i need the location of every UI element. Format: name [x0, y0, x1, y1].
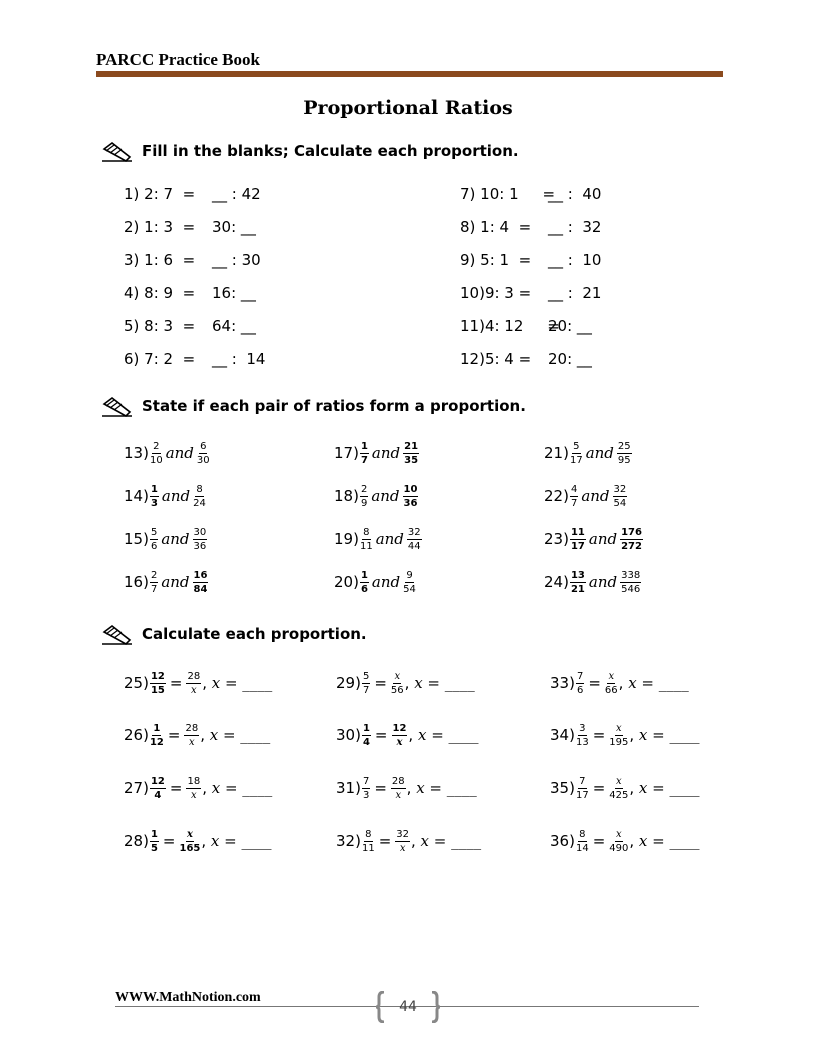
problem-label: 12)5: 4 =: [460, 350, 532, 368]
comma: ,: [404, 674, 415, 692]
numerator: 28: [187, 670, 201, 682]
problem-label: 17): [334, 444, 359, 462]
ratio-pair-problem: [544, 567, 642, 597]
and-connector: and: [588, 530, 618, 548]
numerator: 8: [196, 483, 203, 495]
fraction: [193, 527, 208, 552]
problem-label: 29): [336, 674, 361, 692]
problem-label: 9) 5: 1 =: [460, 251, 532, 269]
fill-blank-problem: [460, 245, 601, 275]
equals-sign: =: [592, 726, 606, 744]
denominator: 425: [609, 789, 629, 801]
denominator: 17: [575, 789, 589, 801]
problem-answer: __ : 40: [548, 185, 602, 203]
problem-answer: 16: __: [212, 284, 256, 302]
answer-blank: x = ____: [638, 832, 700, 850]
denominator: 7: [360, 454, 368, 466]
comma: ,: [629, 779, 639, 797]
comma: ,: [406, 779, 417, 797]
problem-label: 8) 1: 4 =: [460, 218, 532, 236]
equals-sign: =: [374, 779, 387, 797]
fraction: [197, 441, 210, 466]
problem-answer: __ : 10: [548, 251, 602, 269]
problem-answer: __ : 32: [548, 218, 602, 236]
fraction: [620, 527, 643, 552]
pencil-icon: [100, 139, 134, 163]
fraction: [407, 527, 422, 552]
fraction: [360, 527, 373, 552]
equals-sign: =: [588, 674, 601, 692]
numerator: 16: [193, 569, 208, 581]
comma: ,: [408, 726, 418, 744]
ratio-pair-problem: [124, 567, 209, 597]
denominator: 4: [154, 789, 162, 801]
answer-blank: x = ____: [414, 674, 475, 692]
fraction: [362, 671, 370, 696]
denominator: x: [191, 684, 197, 696]
numerator: x: [615, 722, 622, 734]
proportion-problem: [550, 720, 699, 750]
book-title: PARCC Practice Book: [96, 50, 260, 69]
fraction: [150, 441, 163, 466]
problem-answer: __ : 21: [548, 284, 602, 302]
fraction: [570, 484, 578, 509]
fraction: [360, 570, 369, 595]
denominator: 490: [609, 842, 629, 854]
fraction: [605, 671, 618, 696]
ratio-pair-problem: [334, 567, 417, 597]
fraction: [570, 570, 586, 595]
numerator: 12: [392, 722, 407, 734]
denominator: 546: [621, 583, 641, 595]
problem-label: 22): [544, 487, 569, 505]
ratio-pair-problem: [124, 524, 208, 554]
problem-label: 2) 1: 3 =: [124, 218, 196, 236]
and-connector: and: [371, 487, 400, 505]
denominator: 17: [569, 454, 583, 466]
problem-label: 5) 8: 3 =: [124, 317, 196, 335]
comma: ,: [618, 674, 629, 692]
fraction: [392, 723, 408, 748]
and-connector: and: [585, 444, 614, 462]
proportion-problem: [550, 668, 689, 698]
problem-answer: __ : 42: [212, 185, 261, 203]
fraction: [576, 671, 584, 696]
fraction: [613, 484, 628, 509]
numerator: 1: [362, 722, 370, 734]
problem-answer: __ : 14: [212, 350, 266, 368]
answer-blank: x = ____: [628, 674, 689, 692]
numerator: 10: [403, 483, 418, 495]
fraction: [391, 671, 404, 696]
equals-sign: =: [374, 674, 387, 692]
denominator: 6: [150, 540, 158, 552]
answer-blank: x = ____: [420, 832, 482, 850]
numerator: 1: [360, 440, 368, 452]
fraction: [620, 570, 641, 595]
problem-label: 16): [124, 573, 149, 591]
equals-sign: =: [167, 726, 181, 744]
problem-label: 18): [334, 487, 359, 505]
problem-label: 28): [124, 832, 149, 850]
denominator: 15: [150, 684, 165, 696]
fill-blank-problem: [124, 179, 261, 209]
fill-blank-problem: [124, 344, 265, 374]
problem-answer: 64: __: [212, 317, 256, 335]
problem-label: 35): [550, 779, 575, 797]
denominator: 35: [404, 454, 419, 466]
denominator: 7: [362, 684, 370, 696]
problem-label: 19): [334, 530, 359, 548]
numerator: x: [615, 828, 622, 840]
fill-blank-problem: [124, 311, 256, 341]
answer-blank: x = ____: [210, 832, 272, 850]
proportion-problem: [336, 668, 475, 698]
fraction: [570, 527, 586, 552]
answer-blank: x = ____: [211, 674, 273, 692]
fraction: [150, 723, 164, 748]
fraction: [609, 829, 628, 854]
problem-label: 11)4: 12 =: [460, 317, 560, 335]
fraction: [609, 776, 628, 801]
problem-label: 3) 1: 6 =: [124, 251, 196, 269]
denominator: x: [191, 789, 197, 801]
denominator: 5: [150, 842, 158, 854]
numerator: 32: [613, 483, 627, 495]
problem-label: 23): [544, 530, 569, 548]
denominator: 6: [576, 684, 584, 696]
problem-answer: 30: __: [212, 218, 256, 236]
numerator: 3: [579, 722, 586, 734]
fill-blank-problem: [460, 344, 592, 374]
equals-sign: =: [592, 832, 606, 850]
numerator: 6: [200, 440, 207, 452]
ratio-pair-problem: [544, 481, 628, 511]
and-connector: and: [371, 444, 401, 462]
problem-label: 15): [124, 530, 149, 548]
problem-label: 30): [336, 726, 361, 744]
problem-label: 25): [124, 674, 149, 692]
numerator: 32: [396, 828, 409, 840]
denominator: 14: [575, 842, 589, 854]
problem-label: 10)9: 3 =: [460, 284, 532, 302]
denominator: 195: [609, 736, 629, 748]
section-1-heading: [100, 136, 519, 166]
fraction: [403, 484, 419, 509]
numerator: 12: [150, 670, 165, 682]
problem-label: 7) 10: 1 =: [460, 185, 556, 203]
and-connector: and: [161, 530, 190, 548]
ratio-pair-problem: [124, 438, 211, 468]
denominator: 24: [193, 497, 206, 509]
numerator: 25: [617, 440, 631, 452]
and-connector: and: [375, 530, 404, 548]
section-title: State if each pair of ratios form a proportion.: [142, 397, 526, 415]
fill-blank-problem: [124, 212, 256, 242]
problem-label: 27): [124, 779, 149, 797]
problem-answer: 20: __: [548, 317, 592, 335]
numerator: 32: [407, 526, 421, 538]
numerator: 176: [621, 526, 642, 538]
denominator: x: [396, 736, 403, 748]
fill-blank-problem: [460, 311, 592, 341]
fraction: [403, 441, 419, 466]
equals-sign: =: [592, 779, 606, 797]
numerator: 8: [363, 526, 370, 538]
denominator: 44: [407, 540, 421, 552]
denominator: 36: [403, 497, 418, 509]
page-bracket-icon: [376, 991, 440, 1023]
problem-label: 33): [550, 674, 575, 692]
problem-label: 14): [124, 487, 149, 505]
fraction: [186, 776, 201, 801]
comma: ,: [629, 832, 639, 850]
denominator: x: [395, 789, 402, 801]
numerator: 12: [150, 775, 165, 787]
fraction: [362, 776, 370, 801]
comma: ,: [629, 726, 639, 744]
and-connector: and: [161, 573, 190, 591]
problem-label: 36): [550, 832, 575, 850]
proportion-problem: [550, 773, 699, 803]
answer-blank: x = ____: [211, 779, 273, 797]
answer-blank: x = ____: [638, 726, 700, 744]
fraction: [362, 723, 371, 748]
denominator: 95: [617, 454, 631, 466]
numerator: 5: [150, 526, 158, 538]
numerator: 11: [570, 526, 585, 538]
denominator: 30: [196, 454, 210, 466]
ratio-pair-problem: [334, 438, 420, 468]
page-number-box: [376, 991, 440, 1023]
and-connector: and: [588, 573, 618, 591]
fraction: [609, 723, 628, 748]
denominator: 165: [179, 842, 201, 854]
fill-blank-problem: [124, 245, 261, 275]
comma: ,: [201, 832, 211, 850]
fraction: [150, 671, 166, 696]
denominator: 66: [604, 684, 618, 696]
proportion-problem: [124, 720, 270, 750]
fill-blank-problem: [124, 278, 256, 308]
numerator: 28: [391, 775, 405, 787]
denominator: 36: [193, 540, 207, 552]
numerator: 4: [570, 483, 578, 495]
fraction: [150, 776, 166, 801]
fill-blank-problem: [460, 179, 601, 209]
numerator: 5: [362, 670, 370, 682]
equals-sign: =: [374, 726, 388, 744]
ratio-pair-problem: [544, 438, 633, 468]
fraction: [403, 570, 416, 595]
denominator: 11: [361, 842, 375, 854]
denominator: x: [189, 736, 195, 748]
numerator: 28: [185, 722, 199, 734]
fraction: [570, 441, 583, 466]
problem-label: 13): [124, 444, 149, 462]
problem-label: 24): [544, 573, 569, 591]
section-3-heading: [100, 619, 367, 649]
fraction: [150, 570, 158, 595]
answer-blank: x = ____: [417, 726, 479, 744]
denominator: 7: [570, 497, 578, 509]
fraction: [395, 829, 410, 854]
problem-label: 4) 8: 9 =: [124, 284, 196, 302]
denominator: 17: [570, 540, 585, 552]
fraction: [184, 723, 199, 748]
answer-blank: x = ____: [416, 779, 477, 797]
numerator: 30: [193, 526, 207, 538]
numerator: 8: [365, 828, 372, 840]
denominator: 3: [150, 497, 158, 509]
fill-blank-problem: [460, 212, 601, 242]
page-title: Proportional Ratios: [303, 97, 513, 119]
fraction: [391, 776, 406, 801]
fraction: [180, 829, 201, 854]
equals-sign: =: [378, 832, 392, 850]
comma: ,: [202, 674, 212, 692]
denominator: 4: [362, 736, 370, 748]
fraction: [576, 776, 589, 801]
problem-label: 21): [544, 444, 569, 462]
ratio-pair-problem: [544, 524, 644, 554]
pencil-icon: [100, 394, 134, 418]
equals-sign: =: [162, 832, 176, 850]
fraction: [576, 723, 589, 748]
section-title: Fill in the blanks; Calculate each proportion.: [142, 142, 519, 160]
proportion-problem: [336, 720, 479, 750]
numerator: 9: [406, 569, 413, 581]
pencil-icon: [100, 622, 134, 646]
denominator: 21: [570, 583, 585, 595]
numerator: x: [186, 828, 193, 840]
fraction: [193, 484, 206, 509]
numerator: 8: [579, 828, 586, 840]
proportion-problem: [124, 668, 272, 698]
numerator: 7: [579, 775, 586, 787]
problem-label: 1) 2: 7 =: [124, 185, 196, 203]
fraction: [150, 527, 158, 552]
ratio-pair-problem: [124, 481, 207, 511]
numerator: 1: [150, 483, 158, 495]
numerator: x: [608, 670, 615, 682]
numerator: 2: [360, 483, 368, 495]
equals-sign: =: [169, 674, 183, 692]
answer-blank: x = ____: [209, 726, 271, 744]
denominator: 272: [621, 540, 642, 552]
denominator: 54: [613, 497, 627, 509]
fraction: [150, 829, 159, 854]
fraction: [186, 671, 201, 696]
proportion-problem: [336, 826, 481, 856]
problem-label: 32): [336, 832, 361, 850]
fraction: [617, 441, 632, 466]
answer-blank: x = ____: [638, 779, 700, 797]
proportion-problem: [550, 826, 699, 856]
comma: ,: [411, 832, 421, 850]
fraction: [360, 441, 369, 466]
equals-sign: =: [169, 779, 183, 797]
comma: ,: [200, 726, 210, 744]
denominator: 54: [403, 583, 416, 595]
fraction: [150, 484, 159, 509]
denominator: 12: [149, 736, 164, 748]
numerator: 13: [570, 569, 585, 581]
fill-blank-problem: [460, 278, 601, 308]
problem-answer: __ : 30: [212, 251, 261, 269]
numerator: 18: [187, 775, 201, 787]
proportion-problem: [336, 773, 477, 803]
denominator: x: [399, 842, 406, 854]
denominator: 13: [575, 736, 589, 748]
numerator: 5: [573, 440, 580, 452]
proportion-problem: [124, 826, 272, 856]
denominator: 84: [193, 583, 208, 595]
problem-label: 6) 7: 2 =: [124, 350, 196, 368]
and-connector: and: [165, 444, 194, 462]
denominator: 7: [150, 583, 158, 595]
fraction: [193, 570, 209, 595]
numerator: x: [615, 775, 622, 787]
and-connector: and: [161, 487, 191, 505]
numerator: 1: [360, 569, 368, 581]
comma: ,: [202, 779, 212, 797]
numerator: 2: [150, 569, 158, 581]
denominator: 11: [359, 540, 373, 552]
and-connector: and: [581, 487, 610, 505]
denominator: 56: [390, 684, 404, 696]
header-rule: [96, 71, 723, 77]
numerator: 7: [362, 775, 370, 787]
denominator: 6: [360, 583, 368, 595]
numerator: 21: [404, 440, 419, 452]
problem-label: 31): [336, 779, 361, 797]
ratio-pair-problem: [334, 481, 419, 511]
section-title: Calculate each proportion.: [142, 625, 367, 643]
problem-label: 20): [334, 573, 359, 591]
fraction: [362, 829, 375, 854]
fraction: [360, 484, 368, 509]
problem-label: 26): [124, 726, 149, 744]
fraction: [576, 829, 589, 854]
denominator: 3: [362, 789, 370, 801]
ratio-pair-problem: [334, 524, 423, 554]
and-connector: and: [371, 573, 401, 591]
section-2-heading: [100, 391, 526, 421]
denominator: 10: [149, 454, 163, 466]
numerator: x: [394, 670, 401, 682]
denominator: 9: [360, 497, 368, 509]
problem-label: 34): [550, 726, 575, 744]
problem-answer: 20: __: [548, 350, 592, 368]
numerator: 338: [621, 569, 641, 581]
numerator: 1: [153, 722, 161, 734]
numerator: 7: [576, 670, 584, 682]
footer-website: WWW.MathNotion.com: [115, 990, 261, 1005]
numerator: 1: [150, 828, 158, 840]
proportion-problem: [124, 773, 272, 803]
page-number: 44: [399, 999, 417, 1015]
numerator: 2: [153, 440, 160, 452]
